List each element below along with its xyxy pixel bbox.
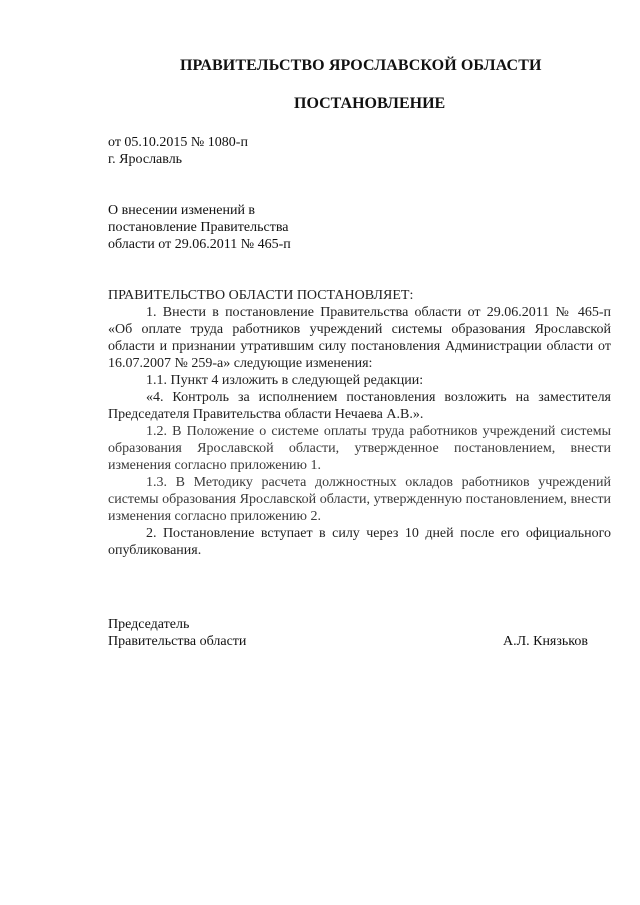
signature-block	[108, 616, 588, 650]
paragraph-1-3: 1.3. В Методику расчета должностных окладов работников учреждений системы образования Ярославской области, утвержденную постановлением, внести изменения согласно приложению 2.	[108, 475, 611, 524]
signatory-name: А.Л. Князьков	[503, 634, 588, 649]
document-subject	[108, 202, 291, 253]
paragraph-1-1: 1.1. Пункт 4 изложить в следующей редакции:	[146, 373, 424, 388]
document-type-heading: ПОСТАНОВЛЕНИЕ	[294, 95, 446, 112]
signatory-position-line2: Правительства области	[108, 634, 247, 649]
city: г. Ярославль	[108, 152, 183, 167]
date-and-number: от 05.10.2015 № 1080-п	[108, 135, 248, 150]
paragraph-2: 2. Постановление вступает в силу через 10 дней после его официального опубликования.	[108, 526, 611, 558]
subject-line: О внесении изменений в	[108, 203, 256, 218]
preamble: ПРАВИТЕЛЬСТВО ОБЛАСТИ ПОСТАНОВЛЯЕТ:	[108, 288, 414, 303]
signatory-position-line1: Председатель	[108, 617, 190, 632]
paragraph-1-1-quote: «4. Контроль за исполнением постановления возложить на заместителя Председателя Правительства области Нечаева А.В.».	[108, 390, 611, 422]
document-meta	[108, 134, 248, 168]
government-title: ПРАВИТЕЛЬСТВО ЯРОСЛАВСКОЙ ОБЛАСТИ	[180, 57, 542, 74]
document-body	[108, 287, 611, 559]
paragraph-1-2: 1.2. В Положение о системе оплаты труда работников учреждений системы образования Ярославской области, утвержденное постановлением, внести изменения согласно приложению 1.	[108, 424, 611, 473]
signature-row	[108, 633, 588, 650]
subject-line: постановление Правительства	[108, 220, 289, 235]
paragraph-1: 1. Внести в постановление Правительства области от 29.06.2011 № 465-п «Об оплате труда работников учреждений системы образования Ярославской области и признании утратившим силу постановления Администрации области от 16.07.2007 № 259-а» следующие изменения:	[108, 305, 611, 371]
subject-line: области от 29.06.2011 № 465-п	[108, 237, 291, 252]
